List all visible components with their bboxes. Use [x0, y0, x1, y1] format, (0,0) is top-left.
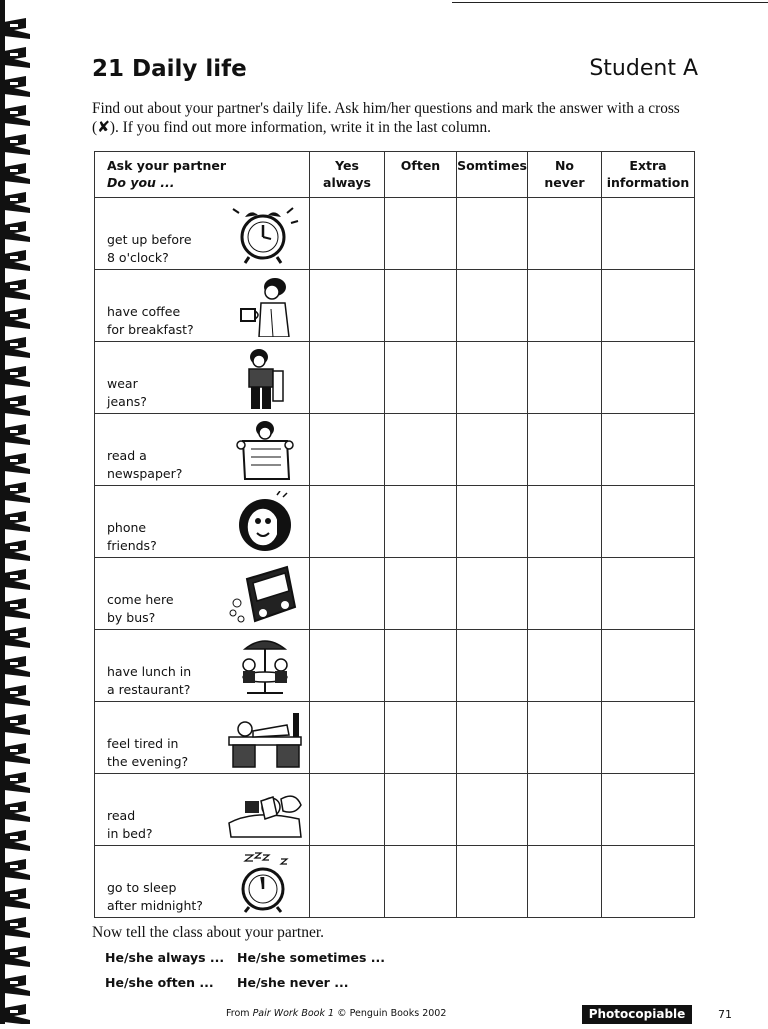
answer-cell-often[interactable]	[385, 702, 457, 774]
question-cell	[95, 342, 310, 414]
answer-cell-extra[interactable]	[602, 630, 695, 702]
answer-cell-no[interactable]	[528, 342, 602, 414]
question-line1: read a	[107, 448, 147, 463]
answer-cell-extra[interactable]	[602, 198, 695, 270]
question-cell	[95, 846, 310, 918]
answer-cell-extra[interactable]	[602, 558, 695, 630]
answer-cell-yes[interactable]	[310, 342, 385, 414]
answer-table	[94, 151, 695, 918]
answer-cell-yes[interactable]	[310, 486, 385, 558]
answer-cell-sometimes[interactable]	[457, 846, 528, 918]
answer-cell-often[interactable]	[385, 774, 457, 846]
footer-credit	[226, 1008, 446, 1019]
phrase-sometimes: He/she sometimes ...	[237, 950, 386, 965]
column-header-yes-line2: always	[323, 175, 371, 190]
table-row	[95, 342, 695, 414]
question-line2: newspaper?	[107, 466, 183, 481]
column-header-ask-line2: Do you ...	[107, 175, 175, 190]
answer-cell-often[interactable]	[385, 486, 457, 558]
answer-cell-sometimes[interactable]	[457, 558, 528, 630]
answer-cell-no[interactable]	[528, 630, 602, 702]
table-row	[95, 846, 695, 918]
table-header-row	[95, 152, 695, 198]
phrase-row	[105, 975, 385, 1000]
answer-cell-no[interactable]	[528, 774, 602, 846]
footer-from: From	[226, 1008, 250, 1019]
worksheet-header	[92, 56, 698, 90]
coffee-drinker-icon	[225, 275, 303, 337]
answer-cell-often[interactable]	[385, 198, 457, 270]
question-line2: a restaurant?	[107, 682, 191, 697]
table-row	[95, 414, 695, 486]
answer-cell-sometimes[interactable]	[457, 270, 528, 342]
question-cell	[95, 414, 310, 486]
alarm-clock-icon	[225, 203, 303, 265]
question-line2: in bed?	[107, 826, 153, 841]
question-line1: have lunch in	[107, 664, 192, 679]
question-line2: for breakfast?	[107, 322, 194, 337]
question-cell	[95, 630, 310, 702]
table-row	[95, 558, 695, 630]
answer-cell-extra[interactable]	[602, 270, 695, 342]
answer-cell-no[interactable]	[528, 414, 602, 486]
answer-cell-yes[interactable]	[310, 846, 385, 918]
column-header-sometimes: Somtimes	[457, 152, 528, 198]
table-row	[95, 486, 695, 558]
table-row	[95, 270, 695, 342]
answer-cell-sometimes[interactable]	[457, 342, 528, 414]
question-cell	[95, 558, 310, 630]
footer-book-title: Pair Work Book 1	[252, 1008, 335, 1019]
column-header-extra	[602, 152, 695, 198]
phrase-always: He/she always ...	[105, 950, 225, 965]
answer-cell-yes[interactable]	[310, 630, 385, 702]
reading-in-bed-icon	[225, 779, 303, 841]
column-header-no-line1: No	[554, 158, 575, 173]
answer-cell-yes[interactable]	[310, 270, 385, 342]
photocopiable-badge: Photocopiable	[582, 1005, 692, 1024]
answer-cell-extra[interactable]	[602, 342, 695, 414]
answer-cell-extra[interactable]	[602, 486, 695, 558]
restaurant-icon	[225, 635, 303, 697]
answer-cell-yes[interactable]	[310, 702, 385, 774]
answer-cell-no[interactable]	[528, 270, 602, 342]
question-cell	[95, 774, 310, 846]
table-row	[95, 198, 695, 270]
column-header-ask-line1: Ask your partner	[107, 158, 226, 173]
question-line1: come here	[107, 592, 174, 607]
phrase-never: He/she never ...	[237, 975, 349, 990]
footer-copyright: © Penguin Books 2002	[337, 1008, 447, 1019]
question-line2: by bus?	[107, 610, 156, 625]
question-cell	[95, 702, 310, 774]
column-header-extra-line2: information	[606, 175, 690, 190]
question-line2: jeans?	[107, 394, 147, 409]
answer-cell-sometimes[interactable]	[457, 702, 528, 774]
question-line1: read	[107, 808, 136, 823]
answer-cell-sometimes[interactable]	[457, 774, 528, 846]
answer-cell-extra[interactable]	[602, 774, 695, 846]
answer-cell-yes[interactable]	[310, 558, 385, 630]
answer-cell-extra[interactable]	[602, 414, 695, 486]
answer-cell-often[interactable]	[385, 558, 457, 630]
question-line1: wear	[107, 376, 138, 391]
answer-cell-sometimes[interactable]	[457, 630, 528, 702]
answer-cell-yes[interactable]	[310, 774, 385, 846]
answer-cell-no[interactable]	[528, 198, 602, 270]
question-line2: the evening?	[107, 754, 189, 769]
top-rule	[452, 2, 768, 3]
answer-cell-yes[interactable]	[310, 198, 385, 270]
phone-call-icon	[225, 491, 303, 553]
answer-cell-sometimes[interactable]	[457, 486, 528, 558]
worksheet-title: 21 Daily life	[92, 56, 247, 82]
newspaper-reader-icon	[225, 419, 303, 481]
question-line1: go to sleep	[107, 880, 177, 895]
question-line1: get up before	[107, 232, 192, 247]
answer-cell-extra[interactable]	[602, 846, 695, 918]
column-header-often: Often	[385, 152, 457, 198]
answer-cell-no[interactable]	[528, 846, 602, 918]
tired-person-icon	[225, 707, 303, 769]
answer-cell-often[interactable]	[385, 846, 457, 918]
column-header-no	[528, 152, 602, 198]
question-cell	[95, 486, 310, 558]
closing-instruction: Now tell the class about your partner.	[92, 924, 325, 941]
phrase-row	[105, 950, 385, 975]
table-row	[95, 702, 695, 774]
column-header-extra-line1: Extra	[629, 158, 667, 173]
column-header-yes-line1: Yes	[335, 158, 359, 173]
phrase-list	[105, 950, 385, 1000]
column-header-ask	[95, 152, 310, 198]
answer-cell-no[interactable]	[528, 702, 602, 774]
table-row	[95, 774, 695, 846]
answer-cell-no[interactable]	[528, 558, 602, 630]
answer-cell-extra[interactable]	[602, 702, 695, 774]
answer-cell-sometimes[interactable]	[457, 198, 528, 270]
spiral-binding	[0, 0, 36, 1024]
answer-cell-often[interactable]	[385, 342, 457, 414]
question-line2: friends?	[107, 538, 157, 553]
bus-icon	[225, 563, 303, 625]
answer-cell-often[interactable]	[385, 630, 457, 702]
question-line1: have coffee	[107, 304, 181, 319]
question-line2: after midnight?	[107, 898, 203, 913]
table-row	[95, 630, 695, 702]
answer-cell-often[interactable]	[385, 270, 457, 342]
instructions: Find out about your partner's daily life. Ask him/her questions and mark the answer with a cross (✘). If you find out more information, write it in the last column.	[92, 100, 680, 136]
answer-cell-no[interactable]	[528, 486, 602, 558]
column-header-no-line2: never	[544, 175, 585, 190]
question-cell	[95, 198, 310, 270]
question-line2: 8 o'clock?	[107, 250, 169, 265]
question-cell	[95, 270, 310, 342]
student-label: Student A	[589, 56, 698, 81]
sleeping-alarm-clock-icon	[225, 851, 303, 913]
jeans-person-icon	[225, 347, 303, 409]
answer-cell-sometimes[interactable]	[457, 414, 528, 486]
question-line1: phone	[107, 520, 147, 535]
question-line1: feel tired in	[107, 736, 179, 751]
column-header-yes	[310, 152, 385, 198]
answer-cell-yes[interactable]	[310, 414, 385, 486]
phrase-often: He/she often ...	[105, 975, 214, 990]
answer-cell-often[interactable]	[385, 414, 457, 486]
page-number: 71	[718, 1008, 732, 1021]
